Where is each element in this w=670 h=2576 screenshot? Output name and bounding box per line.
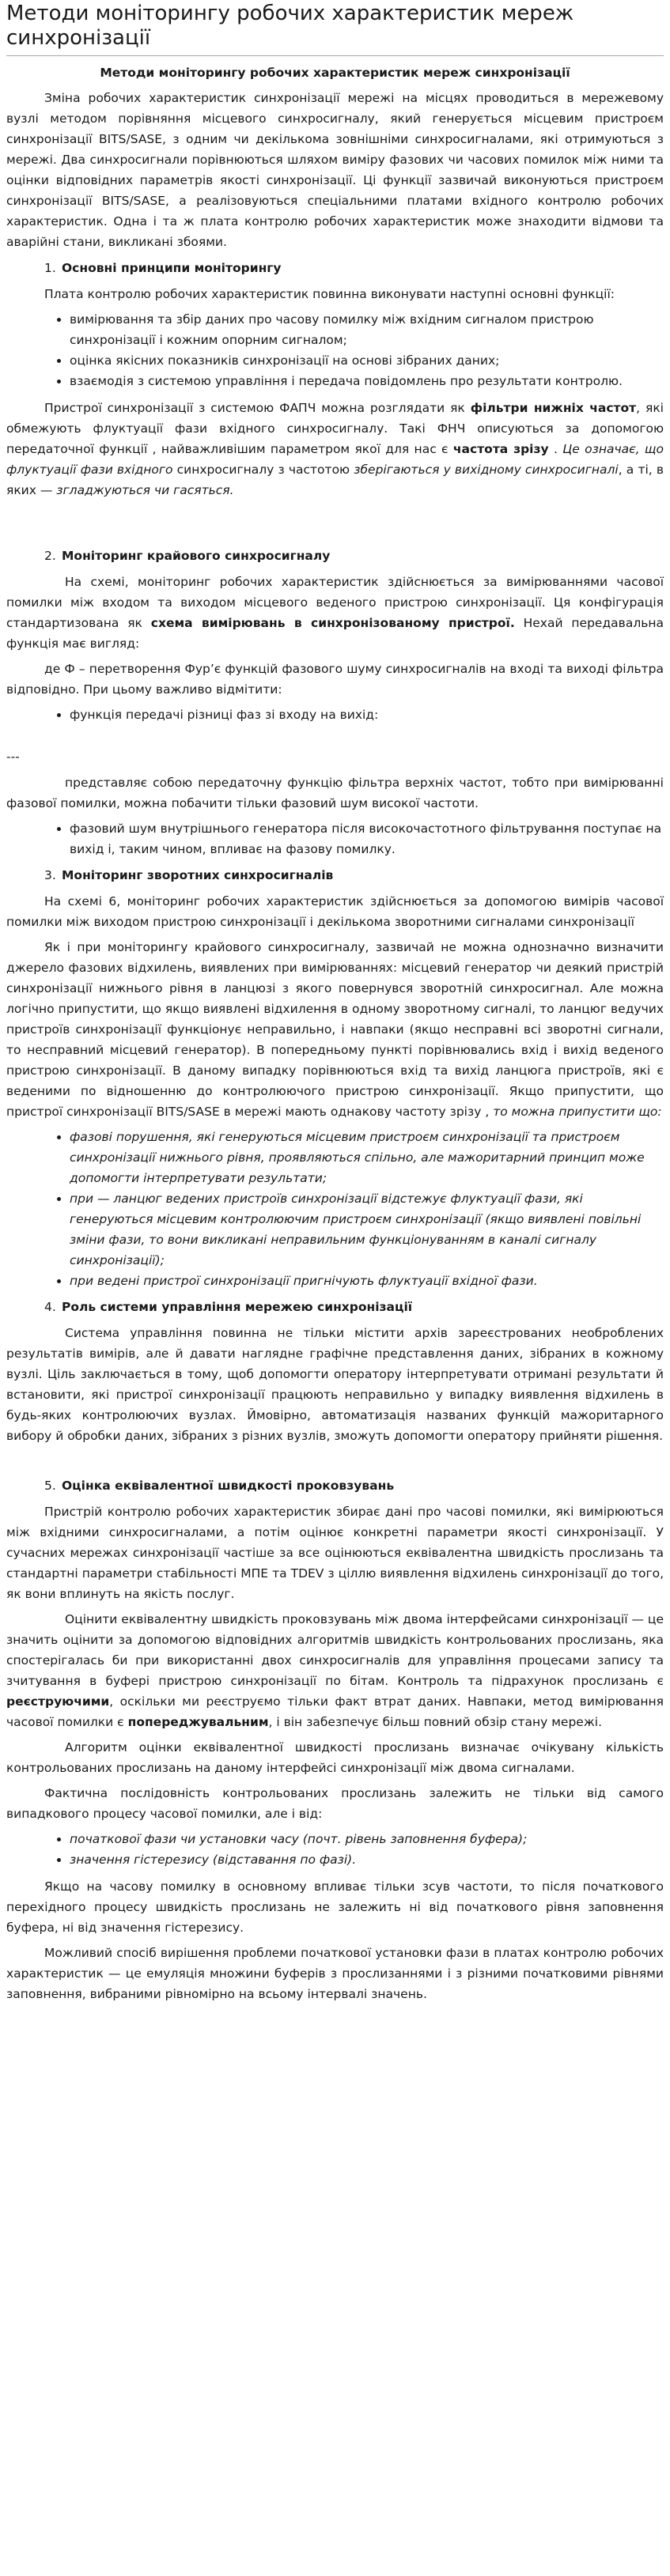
section-4-number: 4. (44, 1300, 56, 1314)
section-3-list (6, 1127, 664, 1291)
section-5-paragraph-6: Можливий спосіб вирішення проблеми початкової установки фази в платах контролю робочих характеристик — це емуляція множини буферів з прослизаннями і з різними початковими рівнями заповнення, вибраними рівномірно на всьому інтервалі значень. (6, 1946, 664, 2001)
spacer (6, 505, 664, 540)
list-item: • оцінка якісних показників синхронізації на основі зібраних даних; (70, 350, 664, 371)
text-run: , які обмежують флуктуації фази вхідного синхросигналу. Такі ФНЧ описуються за допомогою передаточної функції , найважливішим параметром якої для нас є (6, 401, 664, 456)
bold-term: фільтри нижніх частот (470, 401, 637, 415)
italic-run: зберігаються у вихідному синхросигналі (354, 463, 619, 477)
text-run: На схемі, моніторинг робочих характеристик здійснюється за вимірюваннями часової помилки між входом та виходом місцевого веденого пристрою синхронізації. Ця конфігурація стандартизована як (6, 575, 664, 630)
italic-run: Це означає, що флуктуації фази вхідного (6, 442, 664, 477)
list-item: • при ведені пристрої синхронізації пригнічують флуктуації вхідної фази. (70, 1271, 664, 1291)
section-3-number: 3. (44, 868, 56, 882)
page-title: Методи моніторингу робочих характеристик мереж синхронізації (6, 2, 664, 56)
section-5-paragraph-3: Алгоритм оцінки еквівалентної швидкості прослизань визначає очікувану кількість контрольованих прослизань на даному інтерфейсі синхронізації між двома сигналами. (6, 1740, 664, 1775)
section-4-paragraph-1: Система управління повинна не тільки містити архів зареєстрованих необроблених результатів вимірів, але й давати наглядне графічне представлення даних, зібраних в кожному вузлі. Ціль заключається в тому, щоб допомогти оператору інтерпретувати отримані результати й встановити, які пристрої синхронізації працюють неправильно у випадку виявлення відхилень в будь-яких контролюючих вузлах. Ймовірно, автоматизація названих функцій мажоритарного вибору й обробки даних, зібраних з різних вузлів, зможуть допомогти оператору прийняти рішення. (6, 1326, 664, 1443)
section-2-list-2 (6, 818, 664, 859)
section-2-number: 2. (44, 549, 56, 563)
text-run: , оскільки ми реєструємо тільки факт втрат даних. Навпаки, метод вимірювання часової помилки є (6, 1694, 664, 1729)
section-2-paragraph-3: представляє собою передаточну функцію фільтра верхніх частот, тобто при вимірюванні фазової помилки, можна побачити тільки фазовий шум високої частоти. (6, 776, 664, 810)
italic-run: то можна припустити що: (493, 1105, 662, 1119)
section-1-paragraph-2 (6, 398, 664, 500)
formula-placeholder: --- (6, 750, 20, 764)
list-item: • функція передачі різниці фаз зі входу на вихід: (70, 704, 664, 725)
list-item: • взаємодія з системою управління і передача повідомлень про результати контролю. (70, 371, 664, 391)
text-run: Оцінити еквівалентну швидкість проковзувань між двома інтерфейсами синхронізації — це значить оцінити за допомогою відповідних алгоритмів швидкість контрольованих прослизань, яка спостерігалась би при використанні двох синхросигналів для управління процесами запису та зчитування в буфері пристрою синхронізації по бітам. Контроль та підрахунок прослизань є (6, 1612, 664, 1688)
section-1-number: 1. (44, 261, 56, 275)
section-3-heading (6, 866, 664, 885)
text-run: , і він забезпечує більш повний обзір стану мережі. (268, 1715, 603, 1729)
section-4-title: Роль системи управління мережею синхронізації (62, 1300, 413, 1314)
list-item: • при — ланцюг ведених пристроїв синхронізації відстежує флуктуації фази, які генеруються місцевим контролюючим пристроєм синхронізації (якщо виявлені повільні зміни фази, то вони викликані неправильним функціонуванням в каналі сигналу синхронізації); (70, 1188, 664, 1271)
list-item: • фазовий шум внутрішнього генератора після високочастотного фільтрування поступає на вихід і, таким чином, впливає на фазову помилку. (70, 818, 664, 859)
bold-term: попереджувальним (127, 1715, 269, 1729)
section-5-list (6, 1829, 664, 1870)
italic-run: згладжуються чи гасяться. (56, 483, 234, 497)
section-4-heading (6, 1297, 664, 1316)
section-5-paragraph-2 (6, 1609, 664, 1732)
section-5-paragraph-1: Пристрій контролю робочих характеристик збирає дані про часові помилки, які вимірюються між вхідними синхросигналами, а потім оцінює конкретні параметри якості синхронізації. У сучасних мережах синхронізації частіше за все оцінюються еквівалентна швидкість прослизань та стандартні параметри стабільності МПЕ та TDEV з ціллю виявлення відхилень синхронізації до того, як вони вплинуть на якість послуг. (6, 1505, 664, 1601)
section-5-paragraph-4: Фактична послідовність контрольованих прослизань залежить не тільки від самого випадкового процесу часової помилки, але і від: (6, 1786, 664, 1821)
section-2-paragraph-2: де Ф – перетворення Фур’є функцій фазового шуму синхросигналів на вході та виході фільтра відповідно. При цьому важливо відмітити: (6, 662, 664, 697)
section-2-list-1 (6, 704, 664, 725)
section-2-paragraph-1 (6, 572, 664, 654)
article (0, 2, 670, 2004)
section-1-heading (6, 259, 664, 278)
section-3-paragraph-1: На схемі 6, моніторинг робочих характеристик здійснюється за допомогою вимірів часової помилки між виходом пристрою синхронізації і декількома зворотними сигналами синхронізації (6, 894, 664, 929)
bold-term: частота зрізу (452, 442, 549, 456)
section-5-number: 5. (44, 1479, 56, 1493)
text-run: . (548, 442, 563, 456)
list-item: • вимірювання та збір даних про часову помилку між вхідним сигналом пристрою синхронізації і кожним опорним сигналом; (70, 309, 664, 350)
list-item: • початкової фази чи установки часу (почт. рівень заповнення буфера); (70, 1829, 664, 1849)
section-1-paragraph-1: Плата контролю робочих характеристик повинна виконувати наступні основні функції: (44, 287, 615, 301)
section-1-list (6, 309, 664, 391)
section-5-paragraph-5: Якщо на часову помилку в основному впливає тільки зсув частоти, то після початкового перехідного процесу швидкість прослизань не залежить ні від початкового рівня заповнення буфера, ні від значення гістерезису. (6, 1879, 664, 1935)
text-run: , а ті, в яких — (6, 463, 664, 497)
list-item: • фазові порушення, які генеруються місцевим пристроєм синхронізації та пристроєм синхронізації нижнього рівня, проявляються спільно, але мажоритарний принцип може допомогти інтерпретувати результати; (70, 1127, 664, 1188)
text-run: синхросигналу з частотою (172, 463, 354, 477)
list-item: • значення гістерезису (відставання по фазі). (70, 1849, 664, 1870)
section-1-title: Основні принципи моніторингу (62, 261, 282, 275)
text-run: Як і при моніторингу крайового синхросигналу, зазвичай не можна однозначно визначити джерело фазових відхилень, виявлених при вимірюваннях: місцевий генератор чи деякий пристрій синхронізації нижнього рівня в ланцюзі з якого повернувся зворотній синхросигнал. Але можна логічно припустити, що якщо виявлені відхилення в одному зворотному сигналі, то ланцюг ведучих пристроїв синхронізації функціонує неправильно, і навпаки (якщо несправні всі зворотні сигнали, то несправний місцевий генератор). В попередньому пункті порівнювались вхід і вихід веденого пристрою синхронізації. В даному випадку порівнюються вхід та вихід ланцюга пристроїв, які є веденими по відношенню до контролюючого пристрою синхронізації. Якщо припустити, що пристрої синхронізації BITS/SASE в мережі мають однакову частоту зрізу , (6, 940, 664, 1119)
section-3-paragraph-2 (6, 937, 664, 1122)
section-5-heading (6, 1476, 664, 1495)
spacer (6, 1451, 664, 1470)
bold-term: реєструючими (6, 1694, 110, 1709)
intro-paragraph: Зміна робочих характеристик синхронізації мережі на місцях проводиться в мережевому вузлі методом порівняння місцевого синхросигналу, який генерується місцевим пристроєм синхронізації BITS/SASE, з одним чи декількома зовнішніми синхросигналами, які отримуються з мережі. Два синхросигнали порівнюються шляхом виміру фазових чи часових помилок між ними та оцінки відповідних параметрів якості синхронізації. Ці функції зазвичай виконуються пристроєм синхронізації BITS/SASE, а реалізовуються спеціальними платами вхідного контролю робочих характеристик. Одна і та ж плата контролю робочих характеристик може знаходити відмови та аварійні стани, викликані збоями. (6, 91, 664, 249)
section-2-title: Моніторинг крайового синхросигналу (62, 549, 331, 563)
section-3-title: Моніторинг зворотних синхросигналів (62, 868, 334, 882)
section-2-heading (6, 546, 664, 565)
bold-term: схема вимірювань в синхронізованому пристрої. (150, 616, 515, 630)
document-title: Методи моніторингу робочих характеристик мереж синхронізації (100, 66, 570, 80)
text-run: Пристрої синхронізації з системою ФАПЧ можна розглядати як (44, 401, 471, 415)
text-run: Нехай передавальна функція має вигляд: (6, 616, 664, 651)
section-5-title: Оцінка еквівалентної швидкості проковзувань (62, 1479, 395, 1493)
